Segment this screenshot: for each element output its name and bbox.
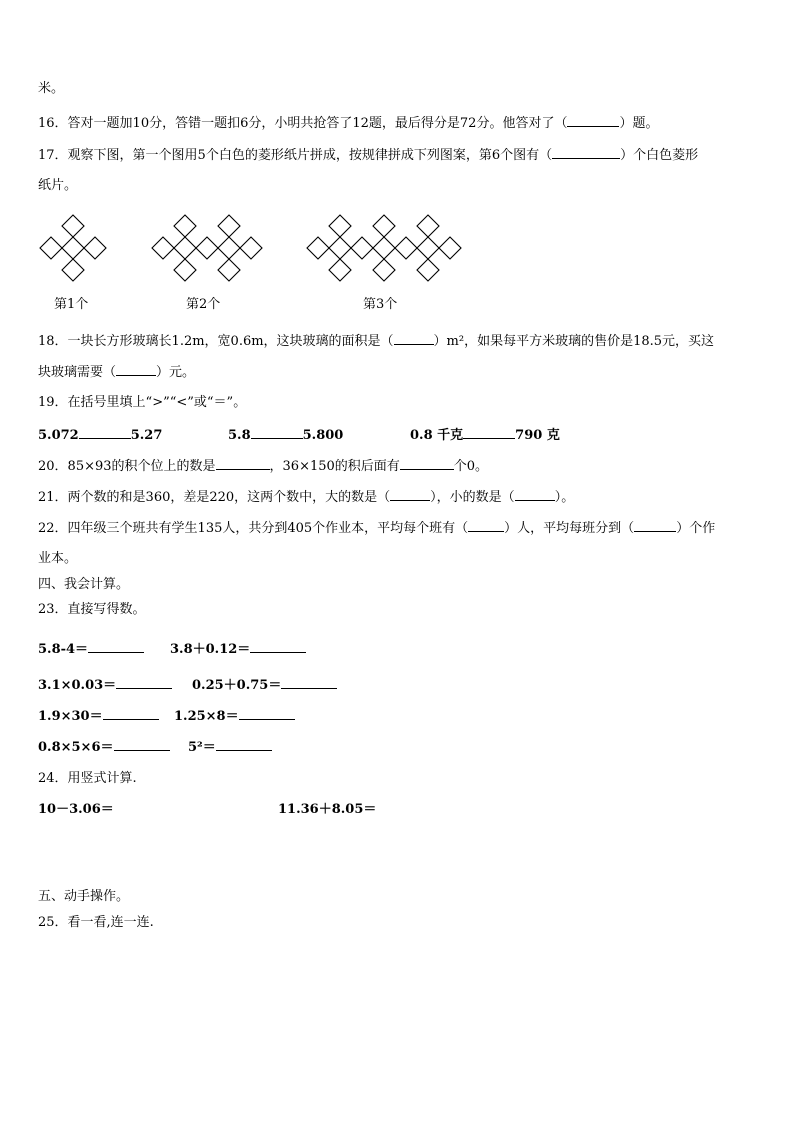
calc-item [38,707,159,726]
vertical-calc-2: 11.36＋8.05＝ [278,802,377,817]
question-17-tail: ）个白色菱形 [620,148,699,163]
answer-blank[interactable] [251,426,303,439]
calc-expression: 0.8×5×6＝ [38,740,114,755]
rhombus-piece [395,237,417,259]
calc-item [170,640,306,659]
question-22-cont: 业本。 [38,551,78,566]
question-22-text-2: ）人，平均每班分到（ [504,521,635,536]
figure-3-label: 第3个 [363,297,398,312]
answer-blank[interactable] [114,738,170,751]
rhombus-piece [307,237,329,259]
question-18-tail: ）元。 [156,365,196,380]
compare-3 [410,426,560,445]
answer-blank[interactable] [400,457,454,470]
answer-blank[interactable] [250,640,306,653]
rhombus-piece [218,237,240,259]
compare-left: 5.072 [38,428,79,443]
rhombus-piece [417,237,439,259]
answer-blank[interactable] [216,457,270,470]
question-16-tail: ）题。 [619,116,659,131]
question-18-text: 18．一块长方形玻璃长1.2m，宽0.6m，这块玻璃的面积是（ [38,334,394,349]
calc-item [192,676,337,695]
question-20-tail: 个0。 [453,459,489,474]
answer-blank[interactable] [463,426,515,439]
compare-right: 790 克 [515,428,560,443]
question-18-text-3: 块玻璃需要（ [38,365,117,380]
section-4-heading: 四、我会计算。 [38,577,130,592]
answer-blank[interactable] [390,488,430,501]
question-23: 23．直接写得数。 [38,602,146,617]
calc-item [38,640,144,659]
calc-expression: 1.25×8＝ [174,709,239,724]
rhombus-piece [62,237,84,259]
rhombus-piece [62,259,84,281]
answer-blank[interactable] [116,363,156,376]
question-20 [38,457,488,476]
rhombus-figure-3 [305,212,470,284]
question-18-cont [38,363,195,382]
answer-blank[interactable] [239,707,295,720]
answer-blank[interactable] [394,332,434,345]
question-20-text-2: ，36×150的积后面有 [269,459,400,474]
calc-expression: 3.8＋0.12＝ [170,642,251,657]
calc-expression: 1.9×30＝ [38,709,103,724]
rhombus-piece [84,237,106,259]
rhombus-piece [373,215,395,237]
rhombus-piece [174,237,196,259]
rhombus-piece [240,237,262,259]
rhombus-piece [373,237,395,259]
rhombus-piece [417,215,439,237]
answer-blank[interactable] [103,707,159,720]
calc-expression: 0.25＋0.75＝ [192,678,282,693]
calc-item [38,676,172,695]
question-21-text-2: ），小的数是（ [430,490,515,505]
rhombus-piece [439,237,461,259]
answer-blank[interactable] [88,640,144,653]
calc-expression: 5.8-4＝ [38,642,89,657]
compare-left: 0.8 千克 [410,428,464,443]
question-21 [38,488,574,507]
figure-1-label: 第1个 [54,297,89,312]
rhombus-piece [152,237,174,259]
question-22-text-3: ）个作 [676,521,716,536]
compare-left: 5.8 [228,428,251,443]
calc-expression: 3.1×0.03＝ [38,678,117,693]
question-18-text-2: ）m²，如果每平方米玻璃的售价是18.5元，买这 [433,334,715,349]
answer-blank[interactable] [567,114,619,127]
answer-blank[interactable] [281,676,337,689]
question-25: 25．看一看,连一连. [38,915,154,930]
calc-expression: 5²＝ [188,740,216,755]
answer-blank[interactable] [116,676,172,689]
rhombus-piece [329,215,351,237]
question-17-text: 17．观察下图，第一个图用5个白色的菱形纸片拼成，按规律拼成下列图案，第6个图有（ [38,148,553,163]
question-17 [38,146,698,165]
rhombus-piece [196,237,218,259]
answer-blank[interactable] [634,519,676,532]
question-19: 19．在括号里填上“>”“<”或“＝”。 [38,395,247,410]
question-22 [38,519,715,538]
figure-2-label: 第2个 [186,297,221,312]
answer-blank[interactable] [515,488,555,501]
rhombus-piece [417,259,439,281]
answer-blank[interactable] [468,519,504,532]
rhombus-piece [218,215,240,237]
compare-right: 5.800 [302,428,344,443]
compare-2 [228,426,343,445]
rhombus-piece [174,259,196,281]
section-5-heading: 五、动手操作。 [38,889,130,904]
text-line: 米。 [38,81,65,96]
question-20-text: 20．85×93的积个位上的数是 [38,459,216,474]
rhombus-piece [329,237,351,259]
calc-item [188,738,272,757]
rhombus-piece [218,259,240,281]
rhombus-piece [62,215,84,237]
rhombus-piece [373,259,395,281]
compare-right: 5.27 [130,428,163,443]
compare-1 [38,426,162,445]
vertical-calc-1: 10－3.06＝ [38,802,114,817]
rhombus-piece [40,237,62,259]
calc-item [174,707,295,726]
rhombus-piece [351,237,373,259]
rhombus-piece [174,215,196,237]
question-18 [38,332,714,351]
answer-blank[interactable] [216,738,272,751]
rhombus-figure-2 [150,212,270,284]
question-21-text: 21．两个数的和是360，差是220，这两个数中，大的数是（ [38,490,391,505]
rhombus-piece [329,259,351,281]
question-22-text: 22．四年级三个班共有学生135人，共分到405个作业本，平均每个班有（ [38,521,469,536]
question-16-text: 16．答对一题加10分，答错一题扣6分，小明共抢答了12题，最后得分是72分。他答对了（ [38,116,568,131]
calc-item [38,738,170,757]
question-21-tail: ）。 [554,490,575,505]
question-24: 24．用竖式计算. [38,771,137,786]
rhombus-figure-1 [38,212,114,284]
answer-blank[interactable] [552,146,620,159]
question-16 [38,114,658,133]
question-17-cont: 纸片。 [38,178,78,193]
answer-blank[interactable] [79,426,131,439]
